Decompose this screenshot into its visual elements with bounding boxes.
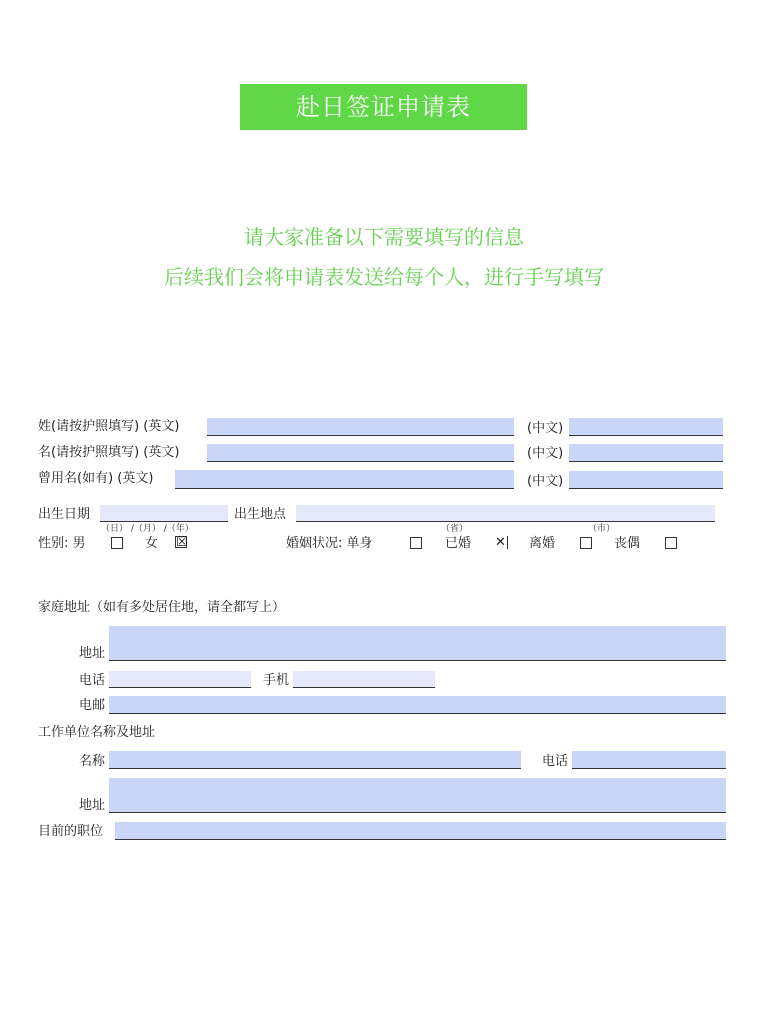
company-phone-field[interactable] (572, 751, 726, 769)
widowed-checkbox[interactable] (665, 537, 677, 549)
birth-date-field[interactable] (100, 505, 228, 522)
given-name-chinese-field[interactable] (569, 444, 723, 462)
former-name-english-label: 曾用名(如有) (英文) (38, 471, 154, 486)
divorced-checkbox[interactable] (580, 537, 592, 549)
home-address-heading: 家庭地址（如有多处居住地，请全都写上） (38, 600, 286, 615)
widowed-label: 丧偶 (614, 536, 641, 551)
former-name-chinese-field[interactable] (569, 471, 723, 489)
surname-english-field[interactable] (207, 418, 514, 436)
intro-line-1: 请大家准备以下需要填写的信息 (244, 225, 524, 249)
province-hint: （省） (441, 524, 469, 534)
birth-date-units-hint: （日） /（月） /（年） (101, 524, 194, 534)
email-field[interactable] (109, 696, 726, 714)
married-label: 已婚 (445, 536, 472, 551)
checkbox-edge-divider (507, 536, 508, 549)
single-checkbox[interactable] (410, 537, 422, 549)
female-checkbox[interactable]: ☒ (176, 535, 188, 550)
gender-male-label: 性别: 男 (38, 536, 86, 551)
company-phone-label: 电话 (542, 754, 569, 769)
surname-chinese-field[interactable] (569, 418, 723, 436)
birth-date-label: 出生日期 (38, 507, 91, 522)
mobile-field[interactable] (293, 671, 435, 688)
home-phone-field[interactable] (109, 671, 251, 688)
surname-english-label: 姓(请按护照填写) (英文) (38, 419, 180, 434)
company-name-label: 名称 (79, 754, 106, 769)
email-label: 电邮 (79, 698, 106, 713)
former-name-chinese-label: (中文) (527, 474, 564, 489)
surname-chinese-label: (中文) (527, 421, 564, 436)
former-name-english-field[interactable] (175, 470, 514, 489)
home-address-label: 地址 (79, 646, 106, 661)
gender-female-label: 女 (145, 536, 159, 551)
home-phone-label: 电话 (79, 673, 106, 688)
city-hint: （市） (588, 524, 616, 534)
intro-line-2: 后续我们会将申请表发送给每个人，进行手写填写 (164, 265, 604, 289)
company-address-label: 地址 (79, 798, 106, 813)
position-field[interactable] (115, 822, 726, 840)
company-name-field[interactable] (109, 751, 521, 769)
position-label: 目前的职位 (38, 824, 104, 839)
divorced-label: 离婚 (529, 536, 556, 551)
marital-single-label: 婚姻状况: 单身 (286, 536, 373, 551)
married-checkbox[interactable]: ✕ (495, 535, 506, 550)
home-address-field[interactable] (109, 626, 726, 661)
given-name-chinese-label: (中文) (527, 446, 564, 461)
birth-place-field[interactable] (296, 505, 715, 522)
male-checkbox[interactable] (111, 537, 123, 549)
mobile-label: 手机 (263, 673, 290, 688)
given-name-english-field[interactable] (207, 444, 514, 462)
form-title: 赴日签证申请表 (240, 84, 527, 130)
given-name-english-label: 名(请按护照填写) (英文) (38, 445, 180, 460)
company-address-field[interactable] (109, 778, 726, 813)
birth-place-label: 出生地点 (234, 507, 287, 522)
work-heading: 工作单位名称及地址 (38, 725, 156, 740)
